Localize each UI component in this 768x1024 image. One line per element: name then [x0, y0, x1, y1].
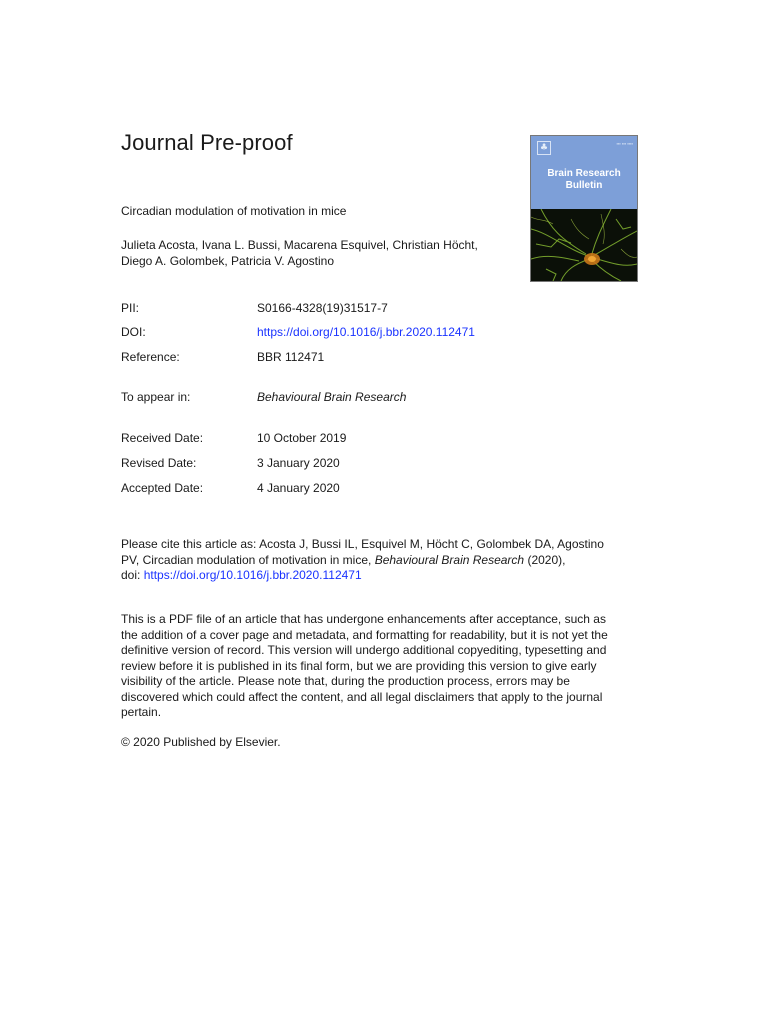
cover-volume-text: ▪▪▪ ▪▪▪ ▪▪▪▪: [616, 141, 633, 146]
doi-link[interactable]: https://doi.org/10.1016/j.bbr.2020.112471: [257, 325, 475, 339]
pii-row: [121, 301, 621, 317]
received-date-value: 10 October 2019: [257, 431, 347, 445]
received-date-label: Received Date:: [121, 431, 204, 445]
citation-text: PV, Circadian modulation of motivation in mice,: [121, 552, 375, 567]
doi-row: [121, 325, 621, 341]
revised-date-value: 3 January 2020: [257, 456, 340, 470]
pii-value: S0166-4328(19)31517-7: [257, 301, 388, 315]
appear-in-row: [121, 390, 621, 406]
article-title: Circadian modulation of motivation in mice: [121, 204, 347, 218]
citation-line-1: Please cite this article as: Acosta J, Bussi IL, Esquivel M, Höcht C, Golombek DA, Agostino: [121, 537, 604, 551]
revised-date-label: Revised Date:: [121, 456, 197, 470]
page-title: Journal Pre-proof: [121, 130, 293, 155]
revised-date-row: [121, 456, 621, 472]
cover-journal-title: [531, 168, 637, 192]
notice-line: review before it is published in its final form, but we are providing this version to give early: [121, 658, 597, 673]
accepted-date-value: 4 January 2020: [257, 481, 340, 495]
appear-in-journal: Behavioural Brain Research: [257, 390, 407, 404]
notice-line: discovered which could affect the content, and all legal disclaimers that apply to the journal: [121, 689, 603, 704]
notice-paragraph: [121, 612, 636, 721]
pii-label: PII:: [121, 301, 140, 315]
cover-header-band: [531, 136, 637, 209]
notice-line: definitive version of record. This version will undergo additional copyediting, typesetting and: [121, 643, 607, 657]
citation-year: (2020),: [524, 552, 566, 567]
citation-line-3: [121, 568, 636, 584]
authors-line-2: Diego A. Golombek, Patricia V. Agostino: [121, 254, 335, 268]
notice-line: visibility of the article. Please note that, during the production process, errors may be: [121, 674, 570, 688]
notice-line: pertain.: [121, 705, 162, 719]
reference-value: BBR 112471: [257, 350, 325, 364]
notice-line: This is a PDF file of an article that has undergone enhancements after acceptance, such as: [121, 612, 606, 626]
elsevier-tree-icon: ♣: [537, 141, 551, 155]
citation-line-2: [121, 553, 636, 569]
authors-line-1: Julieta Acosta, Ivana L. Bussi, Macarena Esquivel, Christian Höcht,: [121, 238, 478, 252]
accepted-date-row: [121, 481, 621, 497]
citation-doi-link[interactable]: https://doi.org/10.1016/j.bbr.2020.112471: [143, 568, 362, 582]
appear-in-label: To appear in:: [121, 390, 191, 404]
copyright-notice: © 2020 Published by Elsevier.: [121, 735, 281, 749]
journal-cover-image: [530, 135, 638, 282]
citation-journal: Behavioural Brain Research: [374, 552, 525, 567]
reference-label: Reference:: [121, 350, 180, 364]
reference-row: [121, 350, 621, 366]
citation-doi-prefix: doi:: [121, 568, 144, 582]
cover-journal-line2: Bulletin: [565, 180, 603, 191]
accepted-date-label: Accepted Date:: [121, 481, 204, 495]
notice-line: the addition of a cover page and metadata, and formatting for readability, but it is not yet the: [121, 627, 608, 642]
cover-neuron-art: [531, 209, 637, 281]
doi-label: DOI:: [121, 325, 146, 339]
received-date-row: [121, 431, 621, 447]
citation-paragraph: [121, 537, 636, 584]
author-list: [121, 237, 478, 269]
cover-journal-line1: Brain Research: [547, 168, 621, 179]
